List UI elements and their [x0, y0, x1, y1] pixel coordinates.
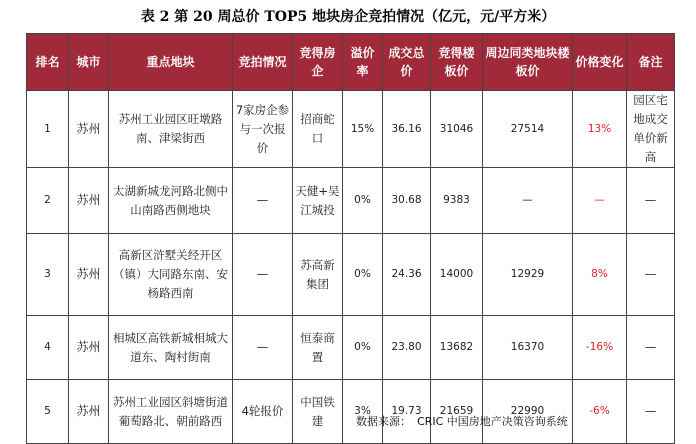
data-source	[356, 413, 574, 429]
header-city: 城市	[69, 34, 109, 91]
cell-floor-price: 9383	[431, 168, 483, 234]
cell-rank: 3	[27, 234, 69, 316]
cell-total: 19.73	[383, 380, 431, 444]
header-note: 备注	[627, 34, 675, 91]
cell-note: —	[627, 380, 675, 444]
cell-change: -16%	[573, 316, 627, 380]
cell-note: —	[627, 234, 675, 316]
cell-winner: 招商蛇口	[293, 91, 343, 168]
source-label: 数据来源：	[356, 415, 411, 428]
header-plot: 重点地块	[109, 34, 233, 91]
cell-nearby-price: 12929	[483, 234, 573, 316]
cell-rank: 4	[27, 316, 69, 380]
cell-nearby-price: 16370	[483, 316, 573, 380]
cell-nearby-price: 27514	[483, 91, 573, 168]
source-value: CRIC 中国房地产决策咨询系统	[417, 415, 568, 428]
cell-winner: 中国铁建	[293, 380, 343, 444]
cell-auction: 4轮报价	[233, 380, 293, 444]
cell-floor-price: 14000	[431, 234, 483, 316]
cell-premium: 3%	[343, 380, 383, 444]
cell-premium: 0%	[343, 168, 383, 234]
cell-winner: 苏高新集团	[293, 234, 343, 316]
cell-total: 36.16	[383, 91, 431, 168]
cell-total: 23.80	[383, 316, 431, 380]
header-total: 成交总价	[383, 34, 431, 91]
cell-floor-price: 13682	[431, 316, 483, 380]
cell-nearby-price: 22990	[483, 380, 573, 444]
cell-city: 苏州	[69, 234, 109, 316]
cell-city: 苏州	[69, 380, 109, 444]
cell-city: 苏州	[69, 168, 109, 234]
cell-city: 苏州	[69, 91, 109, 168]
cell-winner: 天健+吴江城投	[293, 168, 343, 234]
cell-change: 13%	[573, 91, 627, 168]
cell-plot: 苏州工业园区斜塘街道葡萄路北、朝前路西	[109, 380, 233, 444]
cell-note: —	[627, 168, 675, 234]
cell-plot: 高新区浒墅关经开区（镇）大同路东南、安杨路西南	[109, 234, 233, 316]
cell-total: 30.68	[383, 168, 431, 234]
cell-rank: 2	[27, 168, 69, 234]
cell-premium: 15%	[343, 91, 383, 168]
cell-note: —	[627, 316, 675, 380]
cell-city: 苏州	[69, 316, 109, 380]
cell-auction: —	[233, 168, 293, 234]
table-row	[27, 316, 675, 380]
header-winner: 竞得房企	[293, 34, 343, 91]
cell-floor-price: 21659	[431, 380, 483, 444]
cell-plot: 相城区高铁新城相城大道东、陶村街南	[109, 316, 233, 380]
cell-change: 8%	[573, 234, 627, 316]
cell-total: 24.36	[383, 234, 431, 316]
cell-floor-price: 31046	[431, 91, 483, 168]
cell-rank: 5	[27, 380, 69, 444]
table-row	[27, 168, 675, 234]
cell-change: -6%	[573, 380, 627, 444]
header-change: 价格变化	[573, 34, 627, 91]
cell-premium: 0%	[343, 234, 383, 316]
cell-change: —	[573, 168, 627, 234]
header-premium: 溢价率	[343, 34, 383, 91]
header-row	[27, 34, 675, 91]
cell-auction: 7家房企参与一次报价	[233, 91, 293, 168]
table-title: 表 2 第 20 周总价 TOP5 地块房企竞拍情况（亿元，元/平方米）	[140, 9, 556, 25]
table-row	[27, 234, 675, 316]
header-nearby-price: 周边同类地块楼板价	[483, 34, 573, 91]
cell-auction: —	[233, 234, 293, 316]
header-rank: 排名	[27, 34, 69, 91]
cell-premium: 0%	[343, 316, 383, 380]
cell-plot: 苏州工业园区旺墩路南、津梁街西	[109, 91, 233, 168]
table-row	[27, 380, 675, 444]
cell-winner: 恒泰商置	[293, 316, 343, 380]
cell-nearby-price: —	[483, 168, 573, 234]
header-auction: 竞拍情况	[233, 34, 293, 91]
land-auction-table	[26, 33, 675, 444]
cell-rank: 1	[27, 91, 69, 168]
cell-plot: 太湖新城龙河路北侧中山南路西侧地块	[109, 168, 233, 234]
header-floor-price: 竞得楼板价	[431, 34, 483, 91]
table-row	[27, 91, 675, 168]
cell-note: 园区宅地成交单价新高	[627, 91, 675, 168]
cell-auction: —	[233, 316, 293, 380]
